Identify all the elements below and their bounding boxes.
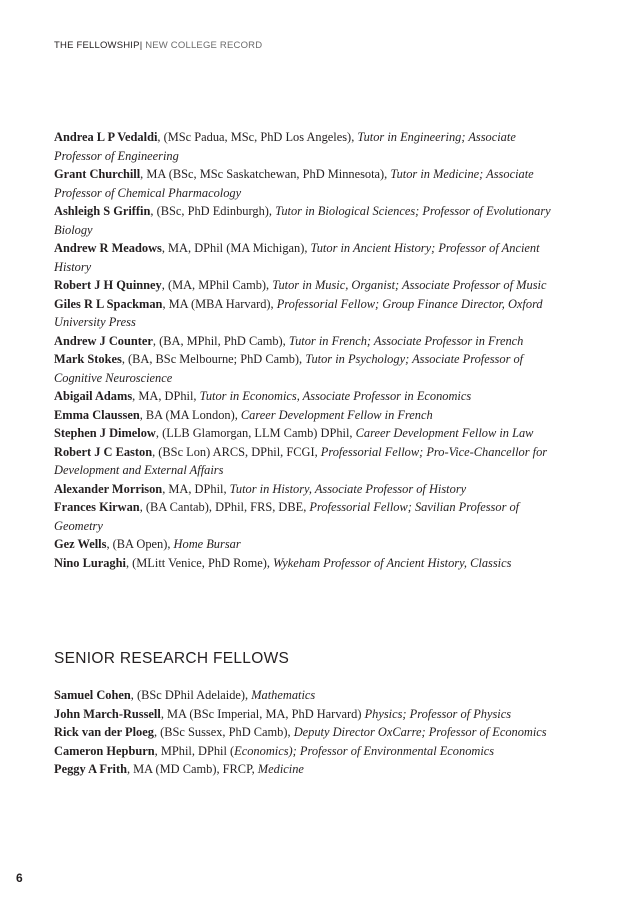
fellow-entry (54, 128, 554, 165)
fellow-details: , MA (MBA Harvard), (162, 296, 277, 311)
fellow-details: , (MA, MPhil Camb), (161, 278, 273, 292)
senior-fellows-list (54, 686, 554, 779)
fellow-name: Mark Stokes (54, 352, 122, 366)
fellow-entry (54, 239, 554, 276)
fellow-name: Robert J H Quinney (54, 278, 162, 292)
fellow-name: Abigail Adams (54, 389, 133, 403)
fellow-entry (54, 276, 554, 295)
fellow-details: , (BSc, PhD Edinburgh), (150, 204, 276, 218)
senior-fellow-name: Cameron Hepburn (54, 743, 155, 758)
fellow-name: Emma Claussen (54, 407, 140, 422)
senior-fellow-entry (54, 760, 554, 779)
fellow-name: Frances Kirwan (54, 500, 140, 514)
fellow-role: Professorial Fellow; Group Finance Director, Oxford University Press (54, 296, 543, 329)
fellow-name: Robert J C Easton (54, 444, 153, 459)
fellow-role: Professorial Fellow; Pro-Vice-Chancellor for Development and External Affairs (54, 444, 548, 477)
fellow-role: Home Bursar (173, 537, 241, 551)
fellow-name: Giles R L Spackman (54, 296, 163, 311)
senior-fellow-entry (54, 705, 554, 724)
fellow-entry (54, 165, 554, 202)
senior-fellow-role-tail: ); Professor of Environmental Economics (288, 743, 495, 758)
fellow-entry (54, 406, 554, 425)
fellow-entry (54, 535, 554, 554)
senior-fellow-details: , MPhil, DPhil ( (154, 743, 235, 758)
fellow-entry (54, 498, 554, 535)
senior-fellow-name: Samuel Cohen (54, 688, 131, 702)
fellow-role: Tutor in Economics, Associate Professor in Economics (199, 389, 472, 403)
senior-fellow-entry (54, 742, 554, 761)
fellow-details: , BA (MA London), (139, 407, 241, 422)
fellow-details: , MA, DPhil (MA Michigan), (161, 241, 311, 255)
fellow-details: , (BA, BSc Melbourne; PhD Camb), (121, 352, 306, 366)
fellow-entry (54, 202, 554, 239)
senior-fellow-name: Rick van der Ploeg (54, 725, 154, 739)
senior-fellow-role: Medicine (257, 762, 304, 776)
fellow-details: , (BSc Lon) ARCS, DPhil, FCGI, (152, 444, 321, 459)
senior-fellow-role: Mathematics (251, 688, 316, 702)
fellow-details: , MA, DPhil, (132, 389, 200, 403)
senior-fellow-details: , (BSc DPhil Adelaide), (130, 688, 252, 702)
running-head-subtitle: NEW COLLEGE RECORD (145, 40, 263, 51)
senior-fellow-details: , MA (MD Camb), FRCP, (126, 762, 258, 776)
fellow-entry (54, 332, 554, 351)
fellow-role: Tutor in Biological Sciences; Professor of Evolutionary Biology (54, 204, 551, 237)
senior-fellow-entry (54, 723, 554, 742)
fellow-role: Career Development Fellow in French (240, 407, 433, 422)
fellow-entry (54, 387, 554, 406)
fellow-name: Stephen J Dimelow (54, 426, 156, 440)
fellow-name: Gez Wells (54, 537, 107, 551)
fellow-details: , MA, DPhil, (162, 481, 230, 496)
fellow-details: , (MSc Padua, MSc, PhD Los Angeles), (157, 130, 358, 144)
senior-fellow-details: , MA (BSc Imperial, MA, PhD Harvard) (160, 706, 365, 721)
fellow-name: Andrew J Counter (54, 333, 153, 348)
fellow-name: Grant Churchill (54, 167, 141, 181)
fellow-role: Tutor in Music, Organist; Associate Professor of Music (272, 278, 547, 292)
fellow-role: Career Development Fellow in Law (355, 426, 534, 440)
fellow-entry (54, 350, 554, 387)
page-number: 6 (16, 871, 23, 885)
fellow-role: Professorial Fellow; Savilian Professor of Geometry (54, 500, 520, 533)
running-head-title: THE FELLOWSHIP (54, 40, 140, 51)
fellow-role: Tutor in History, Associate Professor of History (229, 481, 467, 496)
fellow-details: , (BA Open), (106, 537, 174, 551)
fellow-name: Andrew R Meadows (54, 241, 162, 255)
fellow-entry (54, 443, 554, 480)
fellow-entry (54, 480, 554, 499)
fellow-details: , (LLB Glamorgan, LLM Camb) DPhil, (155, 426, 356, 440)
fellow-name: Ashleigh S Griffin (54, 204, 151, 218)
fellow-role: Tutor in Medicine; Associate Professor of Chemical Pharmacology (54, 167, 534, 200)
senior-research-fellows-heading: SENIOR RESEARCH FELLOWS (54, 650, 290, 667)
fellow-entry (54, 295, 554, 332)
fellow-role: Tutor in Psychology; Associate Professor of Cognitive Neuroscience (54, 352, 524, 385)
senior-fellow-name: Peggy A Frith (54, 762, 127, 776)
senior-fellow-name: John March-Russell (54, 706, 161, 721)
fellow-role: Tutor in French; Associate Professor in French (288, 333, 524, 348)
fellow-name: Alexander Morrison (54, 481, 163, 496)
fellow-details: , (BA, MPhil, PhD Camb), (152, 333, 289, 348)
senior-fellow-entry (54, 686, 554, 705)
fellow-role: Wykeham Professor of Ancient History, Classics (273, 555, 512, 570)
fellow-details: , MA (BSc, MSc Saskatchewan, PhD Minnesota), (140, 167, 391, 181)
fellow-details: , (BA Cantab), DPhil, FRS, DBE, (139, 500, 310, 514)
fellow-entry (54, 554, 554, 573)
fellow-name: Nino Luraghi (54, 555, 126, 570)
fellow-name: Andrea L P Vedaldi (54, 130, 158, 144)
fellow-details: , (MLitt Venice, PhD Rome), (125, 555, 274, 570)
senior-fellow-role: Economics (234, 743, 289, 758)
fellow-role: Tutor in Engineering; Associate Professor of Engineering (54, 130, 516, 163)
fellow-entry (54, 424, 554, 443)
running-head-separator: | (139, 40, 143, 51)
senior-fellow-details: , (BSc Sussex, PhD Camb), (153, 725, 294, 739)
senior-fellow-role: Deputy Director OxCarre; Professor of Economics (293, 725, 547, 739)
senior-fellow-role: Physics; Professor of Physics (364, 706, 512, 721)
fellow-role: Tutor in Ancient History; Professor of Ancient History (54, 241, 540, 274)
running-head (54, 40, 262, 51)
fellows-list (54, 128, 554, 572)
